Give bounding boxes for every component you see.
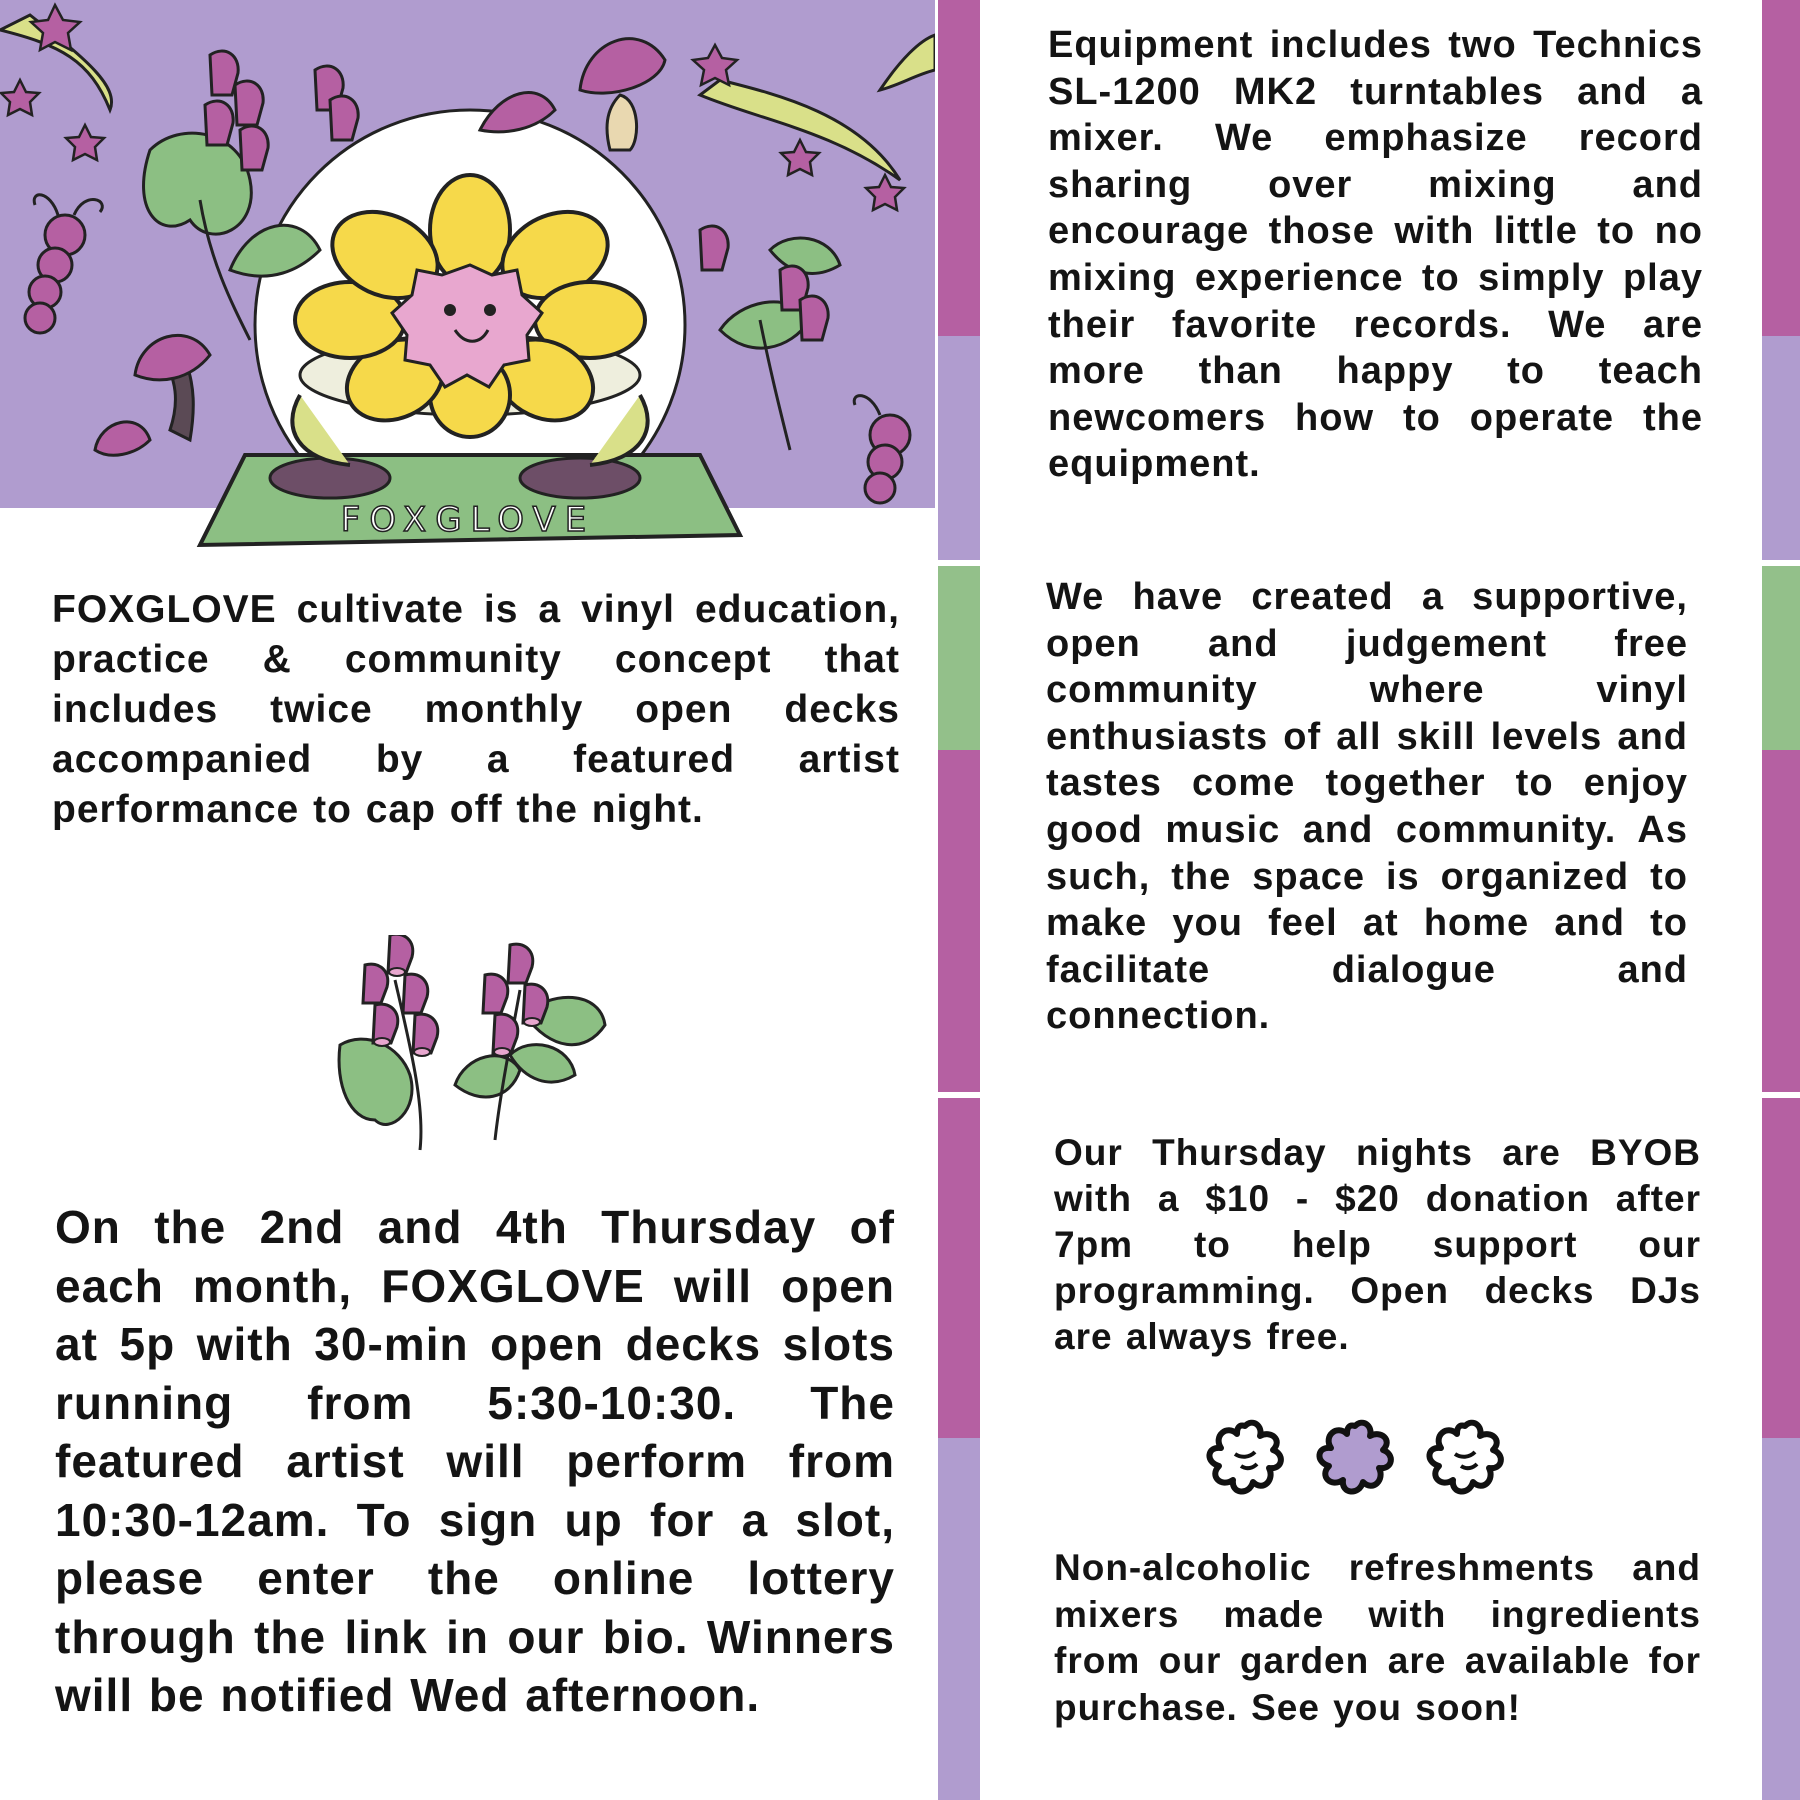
strip-right-1 <box>1762 0 1800 336</box>
brand-logo-text: FOXGLOVE <box>340 500 596 540</box>
community-paragraph: We have created a supportive, open and judgement free community where vinyl enthusiasts of all skill levels and tastes come together to enjoy good music and community. As such, the space is organized to make you feel at home and to facilitate dialogue and connection. <box>1046 576 1688 1038</box>
strip-right-5 <box>1762 1098 1800 1438</box>
strip-left-2 <box>938 336 980 560</box>
intro-paragraph: FOXGLOVE cultivate is a vinyl education, practice & community concept that includes twice monthly open decks accompanied by a featured artist performance to cap off the night. <box>52 588 900 831</box>
flower-dj-illustration-icon <box>0 0 935 560</box>
strip-left-5 <box>938 1098 980 1438</box>
foxglove-flower-icon <box>335 935 615 1160</box>
flower-splat-icon <box>1319 1423 1390 1492</box>
schedule-paragraph: On the 2nd and 4th Thursday of each month, FOXGLOVE will open at 5p with 30-min open decks slots running from 5:30-10:30. The featured artist will perform from 10:30-12am. To sign up for a slot, please enter the online lottery through the link in our bio. Winners will be notified Wed afternoon. <box>55 1201 895 1721</box>
strip-left-6 <box>938 1438 980 1800</box>
strip-left-4 <box>938 750 980 1092</box>
byob-paragraph: Our Thursday nights are BYOB with a $10 - $20 donation after 7pm to help support our programming. Open decks DJs are always free. <box>1054 1132 1701 1357</box>
strip-right-3 <box>1762 566 1800 750</box>
strip-left-3 <box>938 566 980 750</box>
refreshments-paragraph: Non-alcoholic refreshments and mixers made with ingredients from our garden are available for purchase. See you soon! <box>1054 1547 1701 1728</box>
strip-right-4 <box>1762 750 1800 1092</box>
strip-right-2 <box>1762 336 1800 560</box>
equipment-paragraph: Equipment includes two Technics SL-1200 MK2 turntables and a mixer. We emphasize record sharing over mixing and encourage those with little to no mixing experience to simply play their favorite records. We are more than happy to teach newcomers how to operate the equipment. <box>1048 24 1703 486</box>
flower-splat-icons <box>1205 1418 1525 1498</box>
strip-left-1 <box>938 0 980 336</box>
strip-right-6 <box>1762 1438 1800 1800</box>
